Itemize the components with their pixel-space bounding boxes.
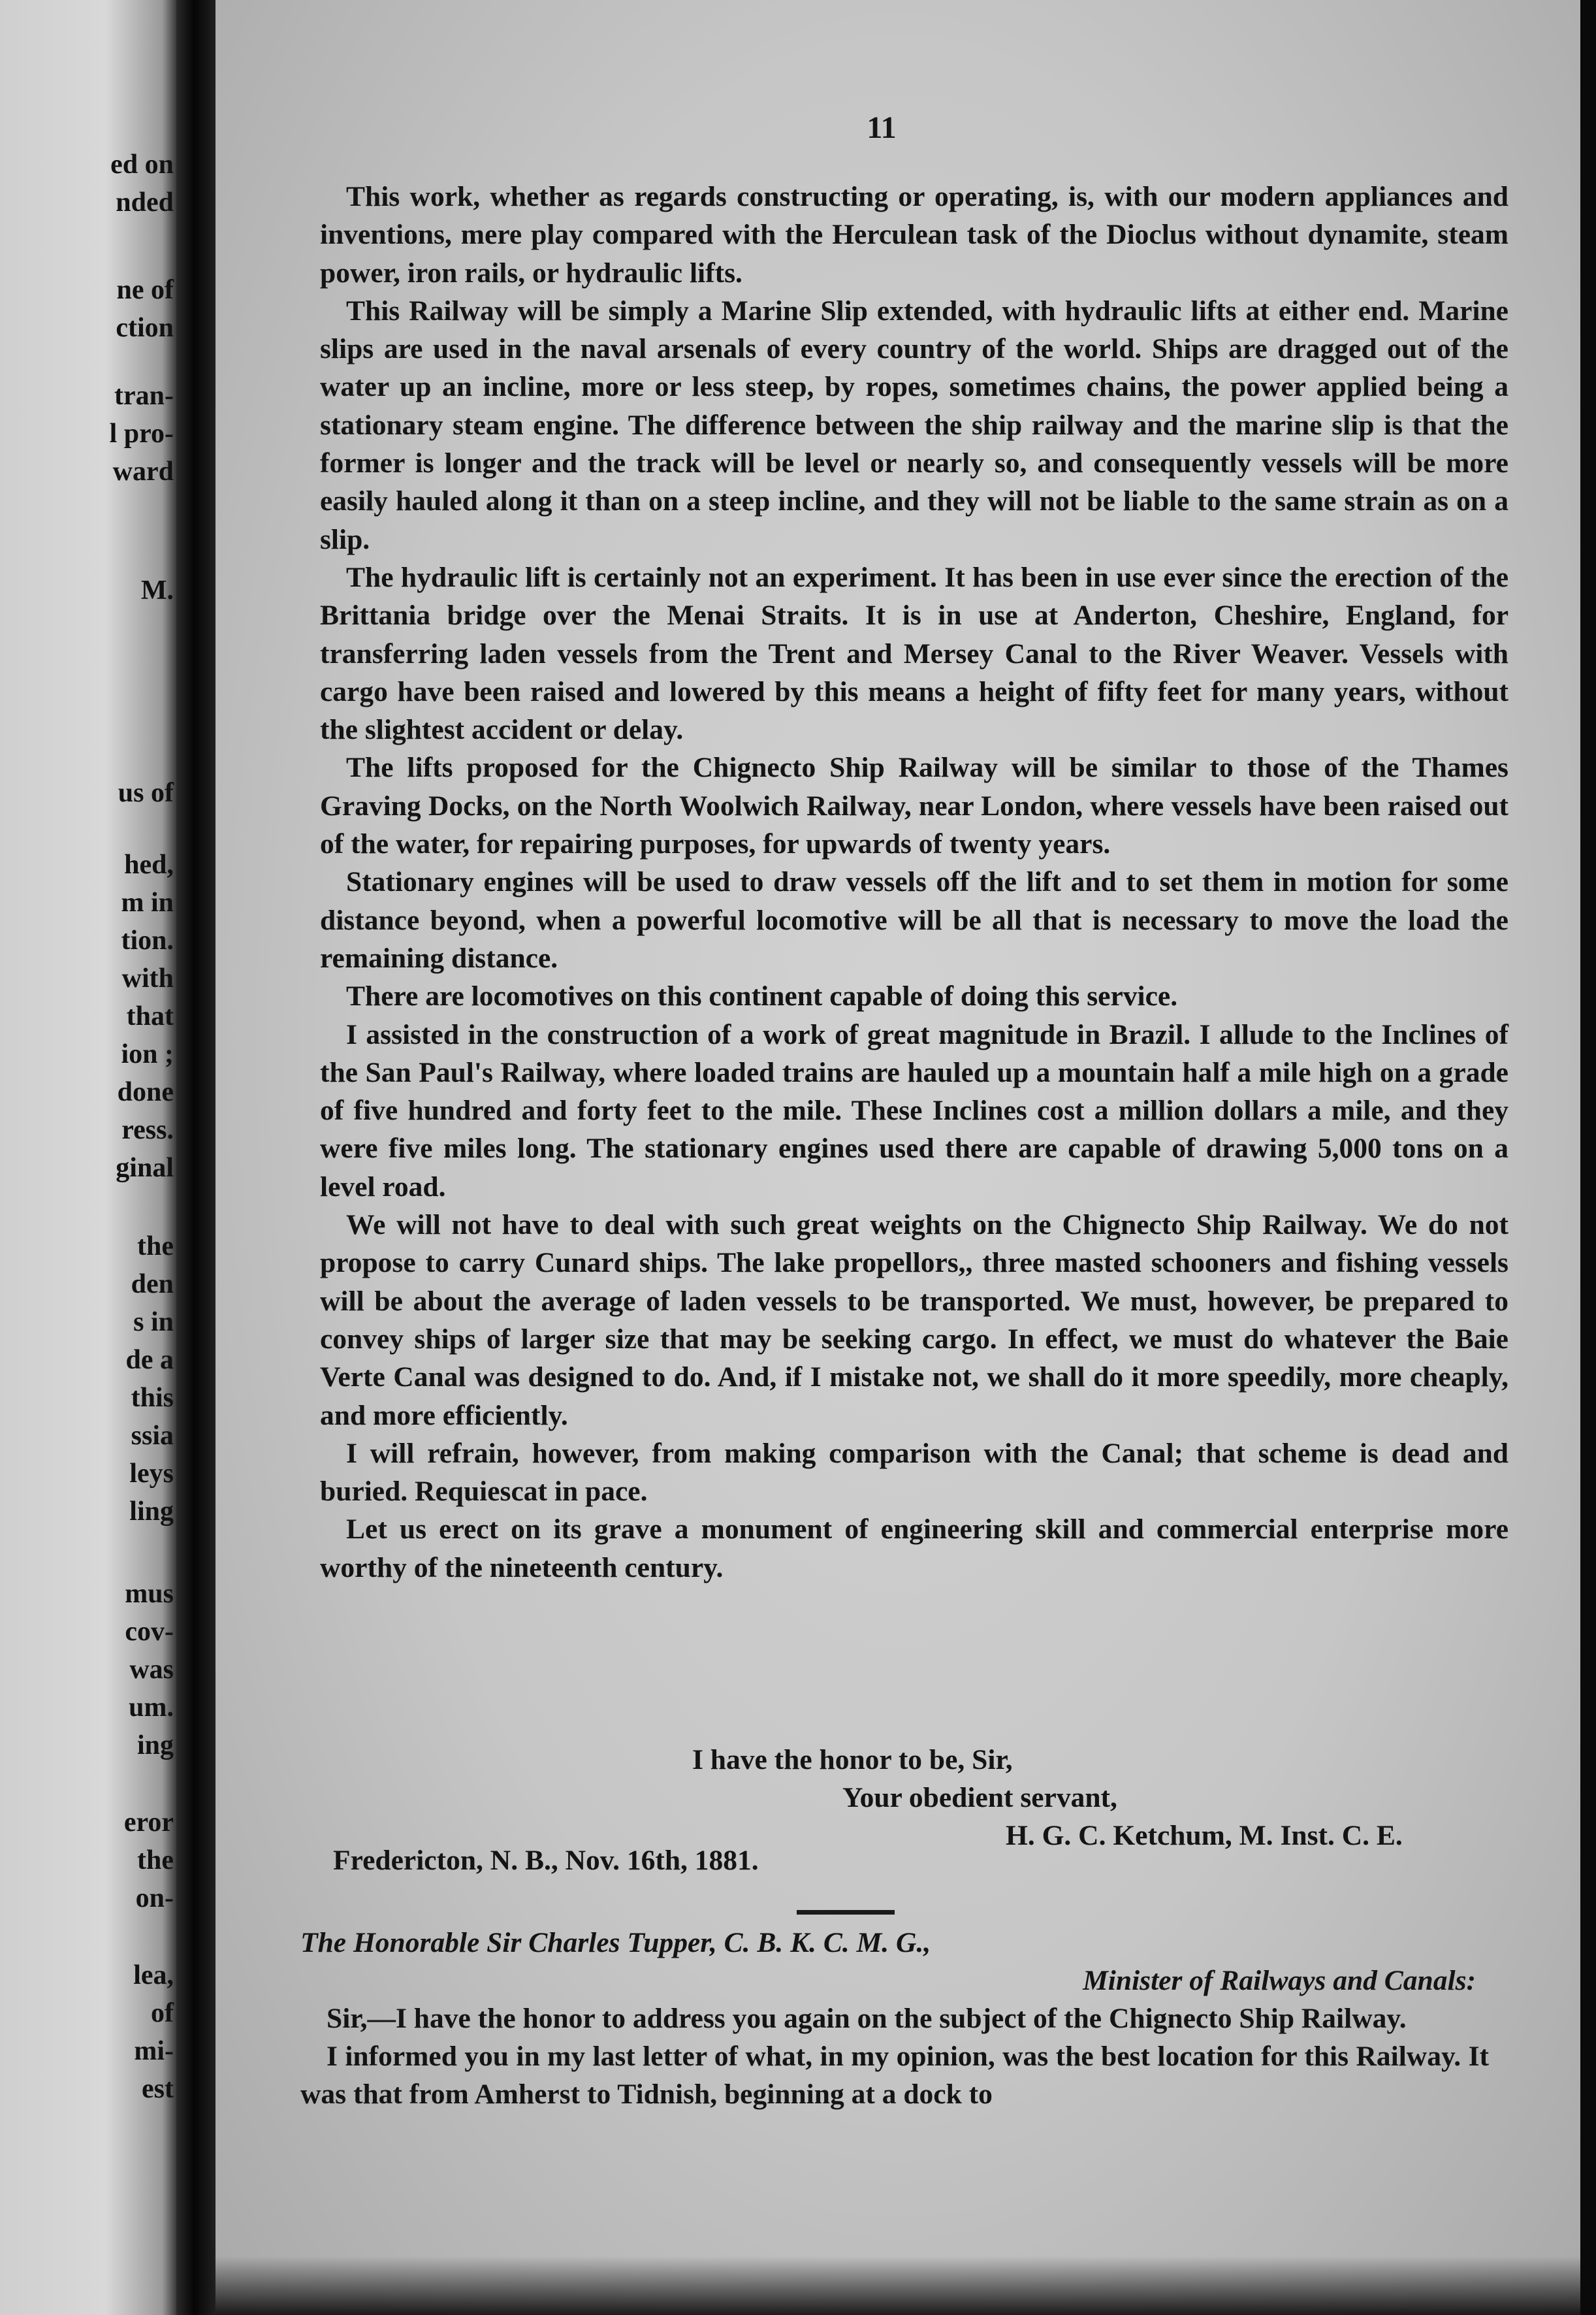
letter-sign-off [320, 1741, 1508, 1854]
left-page-fragment: with [121, 963, 174, 994]
section-divider [797, 1910, 895, 1915]
left-page-fragment: ction [116, 313, 174, 343]
left-page-fragment: est [142, 2074, 174, 2104]
paragraph: We will not have to deal with such great weights on the Chignecto Ship Railway. We do not propose to carry Cunard ships. The lake propellors,, three masted schooners and fishing vessels will be about the average of laden vessels to be transported. We must, however, be prepared to convey ships of larger size that may be seeking cargo. In effect, we must do whatever the Baie Verte Canal was designed to do. And, if I mistake not, we shall do it more speedily, more cheaply, and more efficiently. [320, 1209, 1508, 1431]
paragraph: I will refrain, however, from making comparison with the Canal; that scheme is dead and buried. Requiescat in pace. [320, 1437, 1508, 1508]
left-page-fragment: mus [125, 1579, 174, 1609]
signature-line: H. G. C. Ketchum, M. Inst. C. E. [1006, 1820, 1403, 1851]
left-page-fragment: that [126, 1001, 174, 1031]
left-page-fragment: ling [129, 1497, 174, 1527]
left-page-fragment: was [129, 1655, 174, 1685]
left-page-fragment: on- [135, 1883, 174, 1913]
left-page-fragment: m in [121, 888, 174, 918]
left-page-fragment: ed on [110, 150, 174, 180]
left-page-fragment: eror [123, 1807, 174, 1837]
left-page-fragment: l pro- [109, 419, 174, 449]
left-page-fragment: lea, [133, 1960, 174, 1990]
left-page-fragment: de a [125, 1345, 174, 1375]
left-page-margin [0, 0, 176, 2315]
salutation-line: Your obedient servant, [842, 1782, 1117, 1813]
book-gutter [176, 0, 215, 2315]
left-page-fragment: ne of [116, 275, 174, 305]
left-page-fragment: this [131, 1383, 174, 1413]
left-page-fragment: hed, [124, 850, 174, 880]
left-page-fragment: nded [116, 187, 174, 218]
left-page-fragment: ing [136, 1730, 174, 1760]
paragraph: There are locomotives on this continent capable of doing this service. [346, 980, 1178, 1012]
left-page-fragment: ginal [116, 1153, 174, 1183]
paragraph: I informed you in my last letter of what, in my opinion, was the best location for this Railway. It was that from Amherst to Tidnish, beginning at a dock to [300, 2041, 1489, 2110]
addressee-line: The Honorable Sir Charles Tupper, C. B. K. C. M. G., [300, 1927, 931, 1958]
left-page-fragment: the [137, 1231, 174, 1261]
left-page-fragment: den [131, 1269, 174, 1299]
paragraph: I assisted in the construction of a work of great magnitude in Brazil. I allude to the Inclines of the San Paul's Railway, where loaded trains are hauled up a mountain half a mile high on a grade of five hundred and forty feet to the mile. These Inclines cost a million dollars a mile, and they were five miles long. The stationary engines used there are capable of drawing 5,000 tons on a level road. [320, 1018, 1508, 1203]
left-page-fragment: leys [129, 1459, 174, 1489]
addressee-title: Minister of Railways and Canals: [1083, 1965, 1476, 1996]
second-letter [300, 1924, 1489, 2113]
left-page-fragment: s in [133, 1307, 174, 1337]
paragraph: Let us erect on its grave a monument of engineering skill and commercial enterprise more worthy of the nineteenth century. [320, 1514, 1508, 1583]
left-page-fragment: ssia [131, 1421, 174, 1451]
paragraph: Stationary engines will be used to draw vessels off the lift and to set them in motion for some distance beyond, when a powerful locomotive will be all that is necessary to move the load the remaining distance. [320, 866, 1508, 974]
left-page-fragment: of [151, 1998, 174, 2028]
date-line: Fredericton, N. B., Nov. 16th, 1881. [333, 1845, 759, 1876]
left-page-fragment: the [137, 1845, 174, 1875]
left-page-fragment: us of [118, 778, 174, 808]
left-page-fragment: tran- [114, 381, 174, 411]
left-page-fragment: um. [129, 1692, 174, 1723]
closing-line: I have the honor to be, Sir, [692, 1744, 1013, 1775]
paragraph: The lifts proposed for the Chignecto Ship Railway will be similar to those of the Thames Graving Docks, on the North Woolwich Railway, near London, where vessels have been raised out of the water, for repairing purposes, for upwards of twenty years. [320, 752, 1508, 860]
paragraph: The hydraulic lift is certainly not an experiment. It has been in use ever since the erection of the Brittania bridge over the Menai Straits. It is in use at Anderton, Cheshire, England, for transferring laden vessels from the Trent and Mersey Canal to the River Weaver. Vessels with cargo have been raised and lowered by this means a height of fifty feet for many years, without the slightest accident or delay. [320, 561, 1508, 746]
paragraph: Sir,—I have the honor to address you again on the subject of the Chignecto Ship Railway. [327, 2003, 1407, 2034]
letter-body [300, 1999, 1489, 2113]
left-page-fragment: ward [112, 457, 174, 487]
paragraph: This work, whether as regards constructing or operating, is, with our modern appliances and inventions, mere play compared with the Herculean task of the Dioclus without dynamite, steam power, iron rails, or hydraulic lifts. [320, 181, 1508, 289]
left-page-fragment: mi- [134, 2036, 174, 2066]
left-page-text-fragments [0, 0, 176, 2315]
left-page-fragment: M. [140, 575, 174, 606]
scan-right-edge [1580, 0, 1596, 2315]
left-page-fragment: cov- [125, 1617, 174, 1647]
left-page-fragment: ress. [121, 1115, 174, 1145]
page-number: 11 [867, 110, 897, 145]
main-page [215, 0, 1580, 2315]
paragraph: This Railway will be simply a Marine Slip extended, with hydraulic lifts at either end. Marine slips are used in the naval arsenals of every country of the world. Ships are dragged out of the water up an incline, more or less steep, by ropes, sometimes chains, the power applied being a stationary steam engine. The difference between the ship railway and the marine slip is that the former is longer and the track will be level or nearly so, and consequently vessels will be more easily hauled along it than on a steep incline, and they will not be liable to the same strain as on a slip. [320, 295, 1508, 555]
left-page-fragment: done [117, 1077, 174, 1107]
body-text [320, 178, 1508, 1587]
left-page-fragment: tion. [121, 926, 174, 956]
left-page-fragment: ion ; [121, 1039, 174, 1069]
